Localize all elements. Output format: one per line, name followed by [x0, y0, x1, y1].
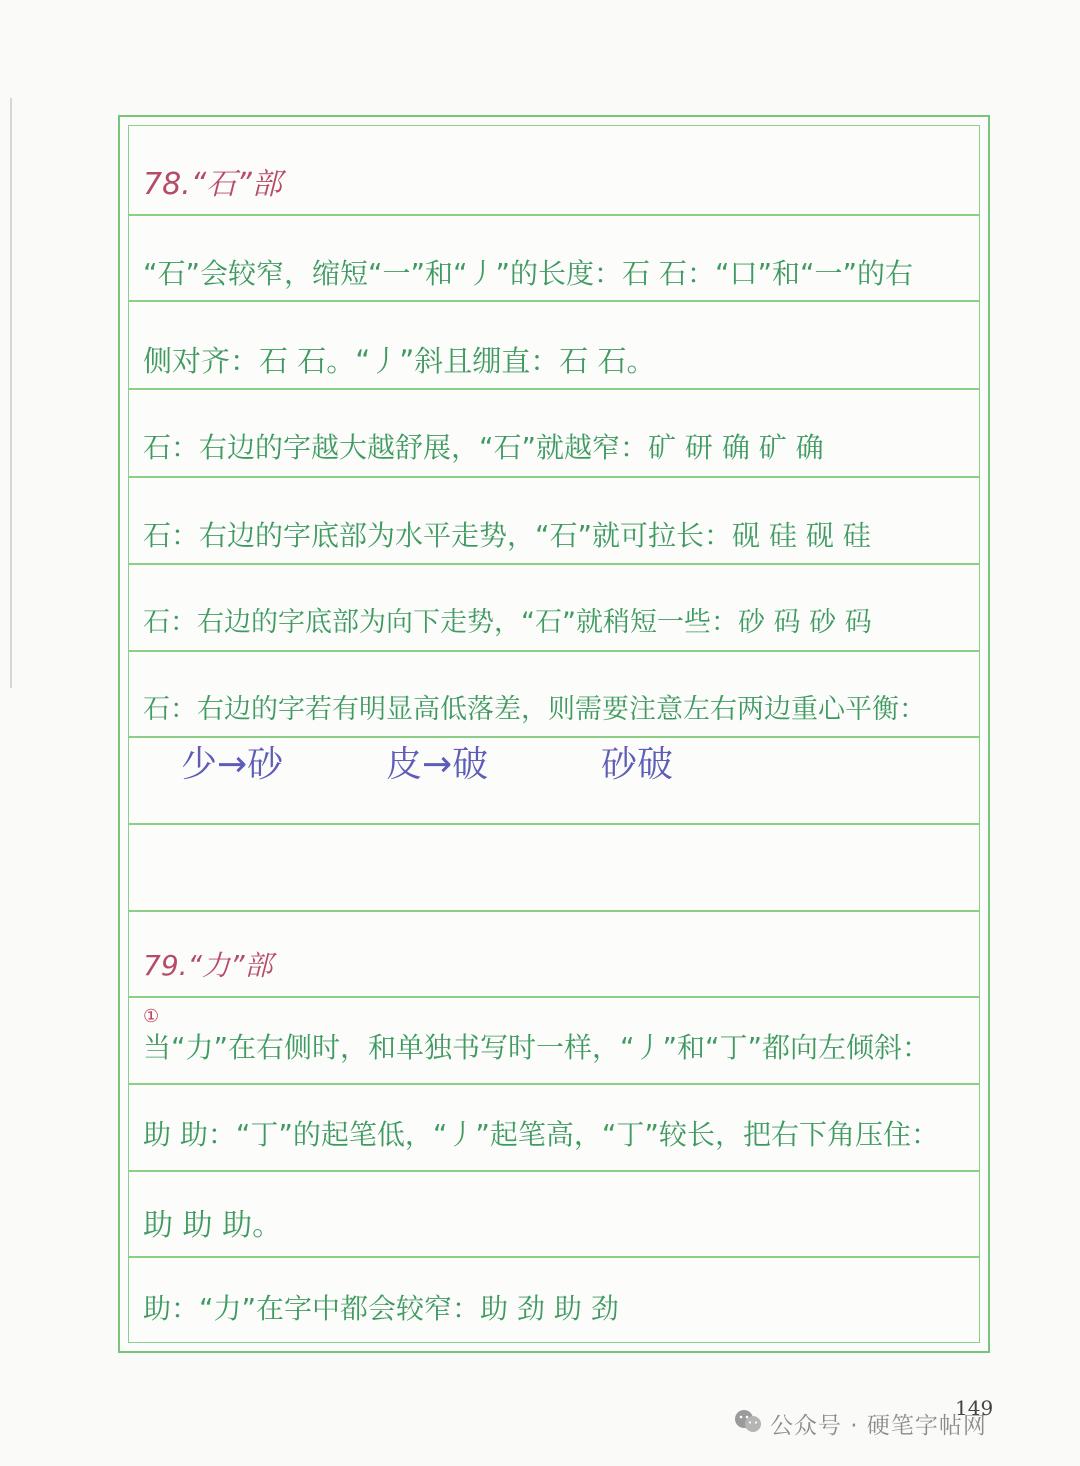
section-78-line-1: “石”会较窄，缩短“一”和“丿”的长度：石 石：“口”和“一”的右: [143, 257, 913, 290]
section-78-title: 78.“石”部: [143, 167, 282, 202]
section-78-line-2: 侧对齐：石 石。“丿”斜且绷直：石 石。: [143, 344, 656, 378]
ruled-line: [129, 214, 979, 216]
ruled-line: [129, 476, 979, 478]
section-79-line-1: 当“力”在右侧时，和单独书写时一样，“丿”和“丁”都向左倾斜：: [143, 1031, 931, 1064]
ruled-line: [129, 1256, 979, 1258]
ruled-line: [129, 388, 979, 390]
sample-1: 少→砂: [181, 744, 284, 785]
ruled-line: [129, 823, 979, 825]
ruled-line: [129, 300, 979, 302]
ruled-line: [129, 650, 979, 652]
page-edge: [10, 98, 12, 688]
practice-sheet: [118, 115, 990, 1353]
wechat-logo-icon: [732, 1407, 766, 1437]
ruled-line: [129, 1170, 979, 1172]
sheet-inner-border: [128, 125, 980, 1343]
section-79-line-3: 助 助 助。: [143, 1208, 283, 1243]
section-78-line-5: 石：右边的字底部为向下走势，“石”就稍短一些：砂 码 砂 码: [143, 607, 872, 638]
ruled-line: [129, 1083, 979, 1085]
watermark-text: 公众号 · 硬笔字帖网: [770, 1413, 987, 1439]
ruled-line: [129, 996, 979, 998]
section-79-line-2: 助 助：“丁”的起笔低，“丿”起笔高，“丁”较长，把右下角压住：: [143, 1118, 939, 1151]
section-79-note-mark: ①: [143, 1006, 160, 1027]
page-number: 149: [955, 1396, 994, 1420]
ruled-line: [129, 910, 979, 912]
ruled-line: [129, 563, 979, 565]
sample-2: 皮→破: [386, 744, 489, 785]
section-79-title: 79.“力”部: [143, 949, 273, 982]
section-78-line-4: 石：右边的字底部为水平走势，“石”就可拉长：砚 硅 砚 硅: [143, 519, 871, 552]
section-79-line-4: 助：“力”在字中都会较窄：助 劲 助 劲: [143, 1292, 619, 1325]
section-78-line-3: 石：右边的字越大越舒展，“石”就越窄：矿 研 确 矿 确: [143, 431, 824, 464]
sample-row: [181, 736, 939, 806]
section-78-line-6: 石：右边的字若有明显高低落差，则需要注意左右两边重心平衡：: [143, 694, 926, 725]
sample-3: 砂破: [601, 744, 674, 785]
